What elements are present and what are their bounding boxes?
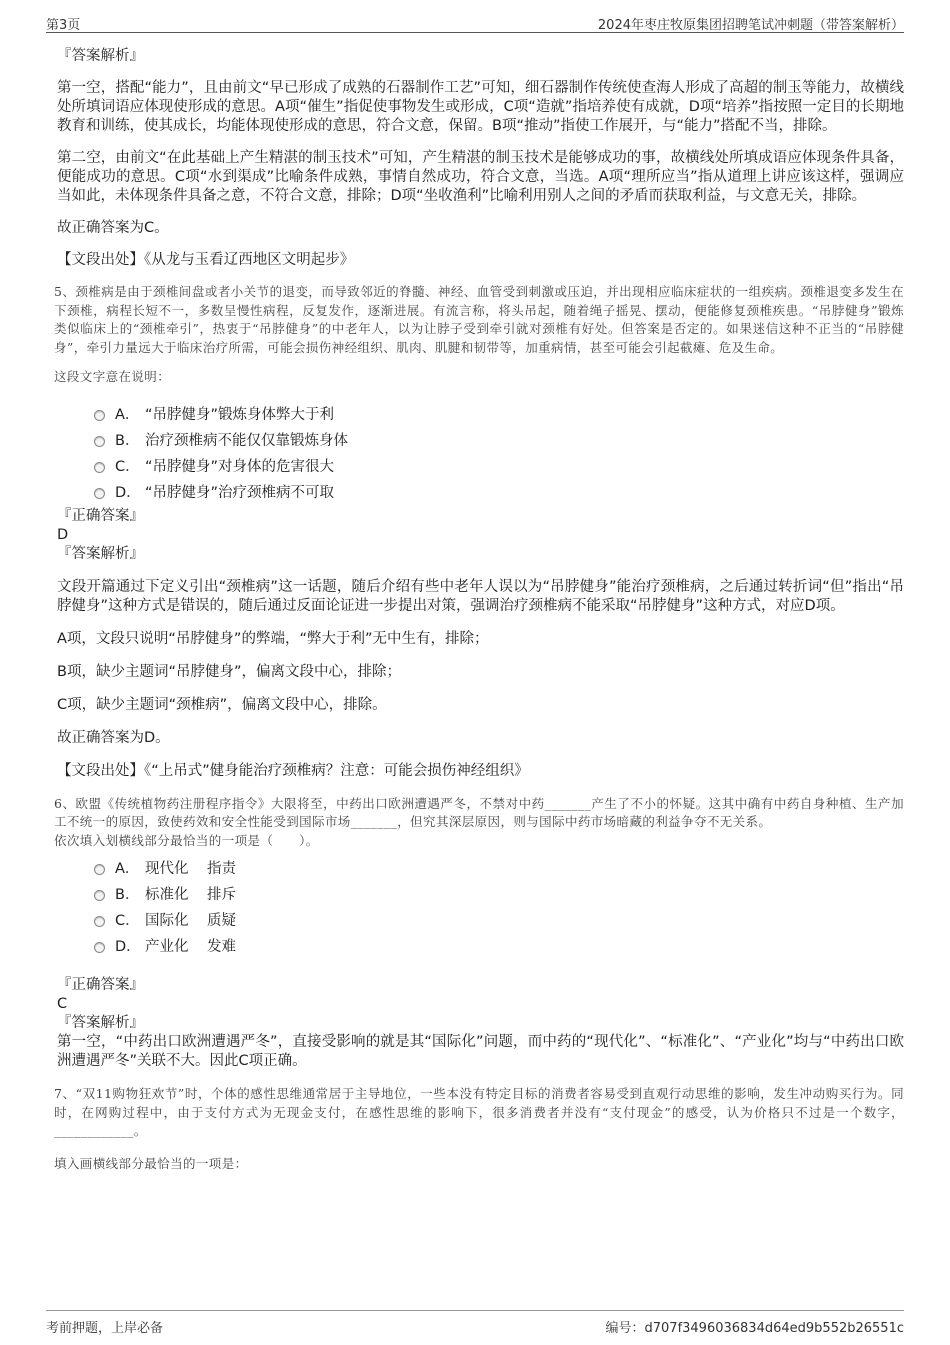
question-prompt: 这段文字意在说明：	[54, 369, 171, 384]
correct-answer: D	[57, 526, 69, 543]
page-footer	[46, 1310, 904, 1339]
source-citation: 【文段出处】《“上吊式”健身能治疗颈椎病？注意：可能会损伤神经组织》	[57, 762, 529, 779]
document-title: 2024年枣庄牧原集团招聘笔试冲刺题（带答案解析）	[597, 18, 904, 33]
correct-answer-label: 『正确答案』	[57, 977, 144, 993]
radio-icon[interactable]	[94, 916, 105, 927]
option-b[interactable]: B． 标准化 排斥	[94, 880, 904, 906]
question-stem: 7、“双11购物狂欢节”时，个体的感性思维通常居于主导地位，一些本没有特定目标的消费者容易受到直观行动思维的影响，发生冲动购买行为。同时，在网购过程中，由于支付方式为无现金支付，在感性思维的影响下，很多消费者并没有“支付现金”的感受，认为价格只不过是一个数字，____________。	[54, 1086, 904, 1138]
option-c[interactable]: C． 国际化 质疑	[94, 906, 904, 932]
source-citation: 【文段出处】《从龙与玉看辽西地区文明起步》	[57, 252, 355, 268]
radio-icon[interactable]	[94, 890, 105, 901]
radio-icon[interactable]	[94, 488, 105, 499]
option-list	[46, 401, 904, 505]
analysis-label: 『答案解析』	[57, 545, 144, 562]
analysis-label: 『答案解析』	[57, 48, 144, 64]
question-stem: 5、颈椎病是由于颈椎间盘或者小关节的退变，而导致邻近的脊髓、神经、血管受到刺激或压迫，并出现相应临床症状的一组疾病。颈椎退变多发生在下颈椎，病程长短不一，多数呈慢性病程，反复发作，逐渐进展。有流言称，将头吊起，随着绳子摇晃、摆动，便能修复颈椎疾患。“吊脖健身”锻炼类似临床上的“颈椎牵引”，热衷于“吊脖健身”的中老年人，以为让脖子受到牵引就对颈椎有好处。但答案是否定的。如果迷信这种不正当的“吊脖健身”，牵引力量远大于临床治疗所需，可能会损伤神经组织、肌肉、肌腱和韧带等，加重病情，甚至可能会引起截瘫、危及生命。	[54, 284, 904, 355]
analysis-option-b: B项，缺少主题词“吊脖健身”，偏离文段中心，排除；	[57, 663, 401, 680]
radio-icon[interactable]	[94, 462, 105, 473]
question-stem: 6、欧盟《传统植物药注册程序指令》大限将至，中药出口欧洲遭遇严冬，不禁对中药_______产生了不小的怀疑。这其中确有中药自身种植、生产加工不统一的原因，致使药效和安全性能受到国际市场_______，但究其深层原因，则与国际中药市场暗藏的利益争夺不无关系。	[54, 795, 904, 829]
analysis-paragraph: 第一空，搭配“能力”，且由前文“早已形成了成熟的石器制作工艺”可知，细石器制作传统使查海人形成了高超的制玉等能力，故横线处所填词语应体现使形成的意思。A项“催生”指促使事物发生或形成，C项“造就”指培养使有成就，D项“培养”指按照一定目的长期地教育和训练，使其成长，均能体现使形成的意思，符合文意，保留。B项“推动”指使工作展开，与“能力”搭配不当，排除。	[57, 80, 904, 134]
correct-answer-label: 『正确答案』	[57, 507, 144, 524]
code-value: d707f3496036834d64ed9b552b26551c	[644, 1321, 904, 1336]
document-code	[605, 1317, 904, 1336]
analysis-paragraph: 第一空，“中药出口欧洲遭遇严冬”，直接受影响的就是其“国际化”问题，而中药的“现代化”、“标准化”、“产业化”均与“中药出口欧洲遭遇严冬”关联不大。因此C项正确。	[57, 1034, 904, 1069]
option-d[interactable]: D． 产业化 发难	[94, 932, 904, 958]
option-a[interactable]: A． “吊脖健身”锻炼身体弊大于利	[94, 401, 904, 427]
page-number: 第3页	[46, 18, 81, 33]
code-label: 编号：	[605, 1321, 645, 1336]
analysis-option-c: C项，缺少主题词“颈椎病”，偏离文段中心，排除。	[57, 696, 387, 713]
question-prompt: 依次填入划横线部分最恰当的一项是（ ）。	[54, 832, 319, 848]
option-d[interactable]: D． “吊脖健身”治疗颈椎病不可取	[94, 479, 904, 505]
option-b[interactable]: B． 治疗颈椎病不能仅仅靠锻炼身体	[94, 427, 904, 453]
document-body	[46, 38, 904, 1173]
analysis-option-a: A项，文段只说明“吊脖健身”的弊端，“弊大于利”无中生有，排除；	[57, 630, 489, 647]
option-a[interactable]: A． 现代化 指责	[94, 854, 904, 880]
question-prompt: 填入画横线部分最恰当的一项是：	[54, 1155, 248, 1171]
option-list	[46, 854, 904, 958]
footer-slogan: 考前押题，上岸必备	[46, 1321, 164, 1336]
conclusion: 故正确答案为D。	[57, 729, 170, 746]
analysis-label: 『答案解析』	[57, 1015, 144, 1031]
analysis-paragraph: 文段开篇通过下定义引出“颈椎病”这一话题，随后介绍有些中老年人误以为“吊脖健身”能治疗颈椎病，之后通过转折词“但”指出“吊脖健身”这种方式是错误的，随后通过反面论证进一步提出对策，强调治疗颈椎病不能采取“吊脖健身”这种方式，对应D项。	[57, 578, 904, 614]
option-c[interactable]: C． “吊脖健身”对身体的危害很大	[94, 453, 904, 479]
radio-icon[interactable]	[94, 410, 105, 421]
radio-icon[interactable]	[94, 436, 105, 447]
radio-icon[interactable]	[94, 864, 105, 875]
analysis-paragraph: 第二空，由前文“在此基础上产生精湛的制玉技术”可知，产生精湛的制玉技术是能够成功的事，故横线处所填成语应体现条件具备，便能成功的意思。C项“水到渠成”比喻条件成熟，事情自然成功，符合文意，当选。A项“理所应当”指从道理上讲应该这样，强调应当如此，未体现条件具备之意，不符合文意，排除；D项“坐收渔利”比喻利用别人之间的矛盾而获取利益，与文意无关，排除。	[57, 150, 904, 204]
page-header	[46, 10, 904, 33]
conclusion: 故正确答案为C。	[57, 220, 169, 236]
correct-answer: C	[57, 996, 68, 1012]
radio-icon[interactable]	[94, 942, 105, 953]
